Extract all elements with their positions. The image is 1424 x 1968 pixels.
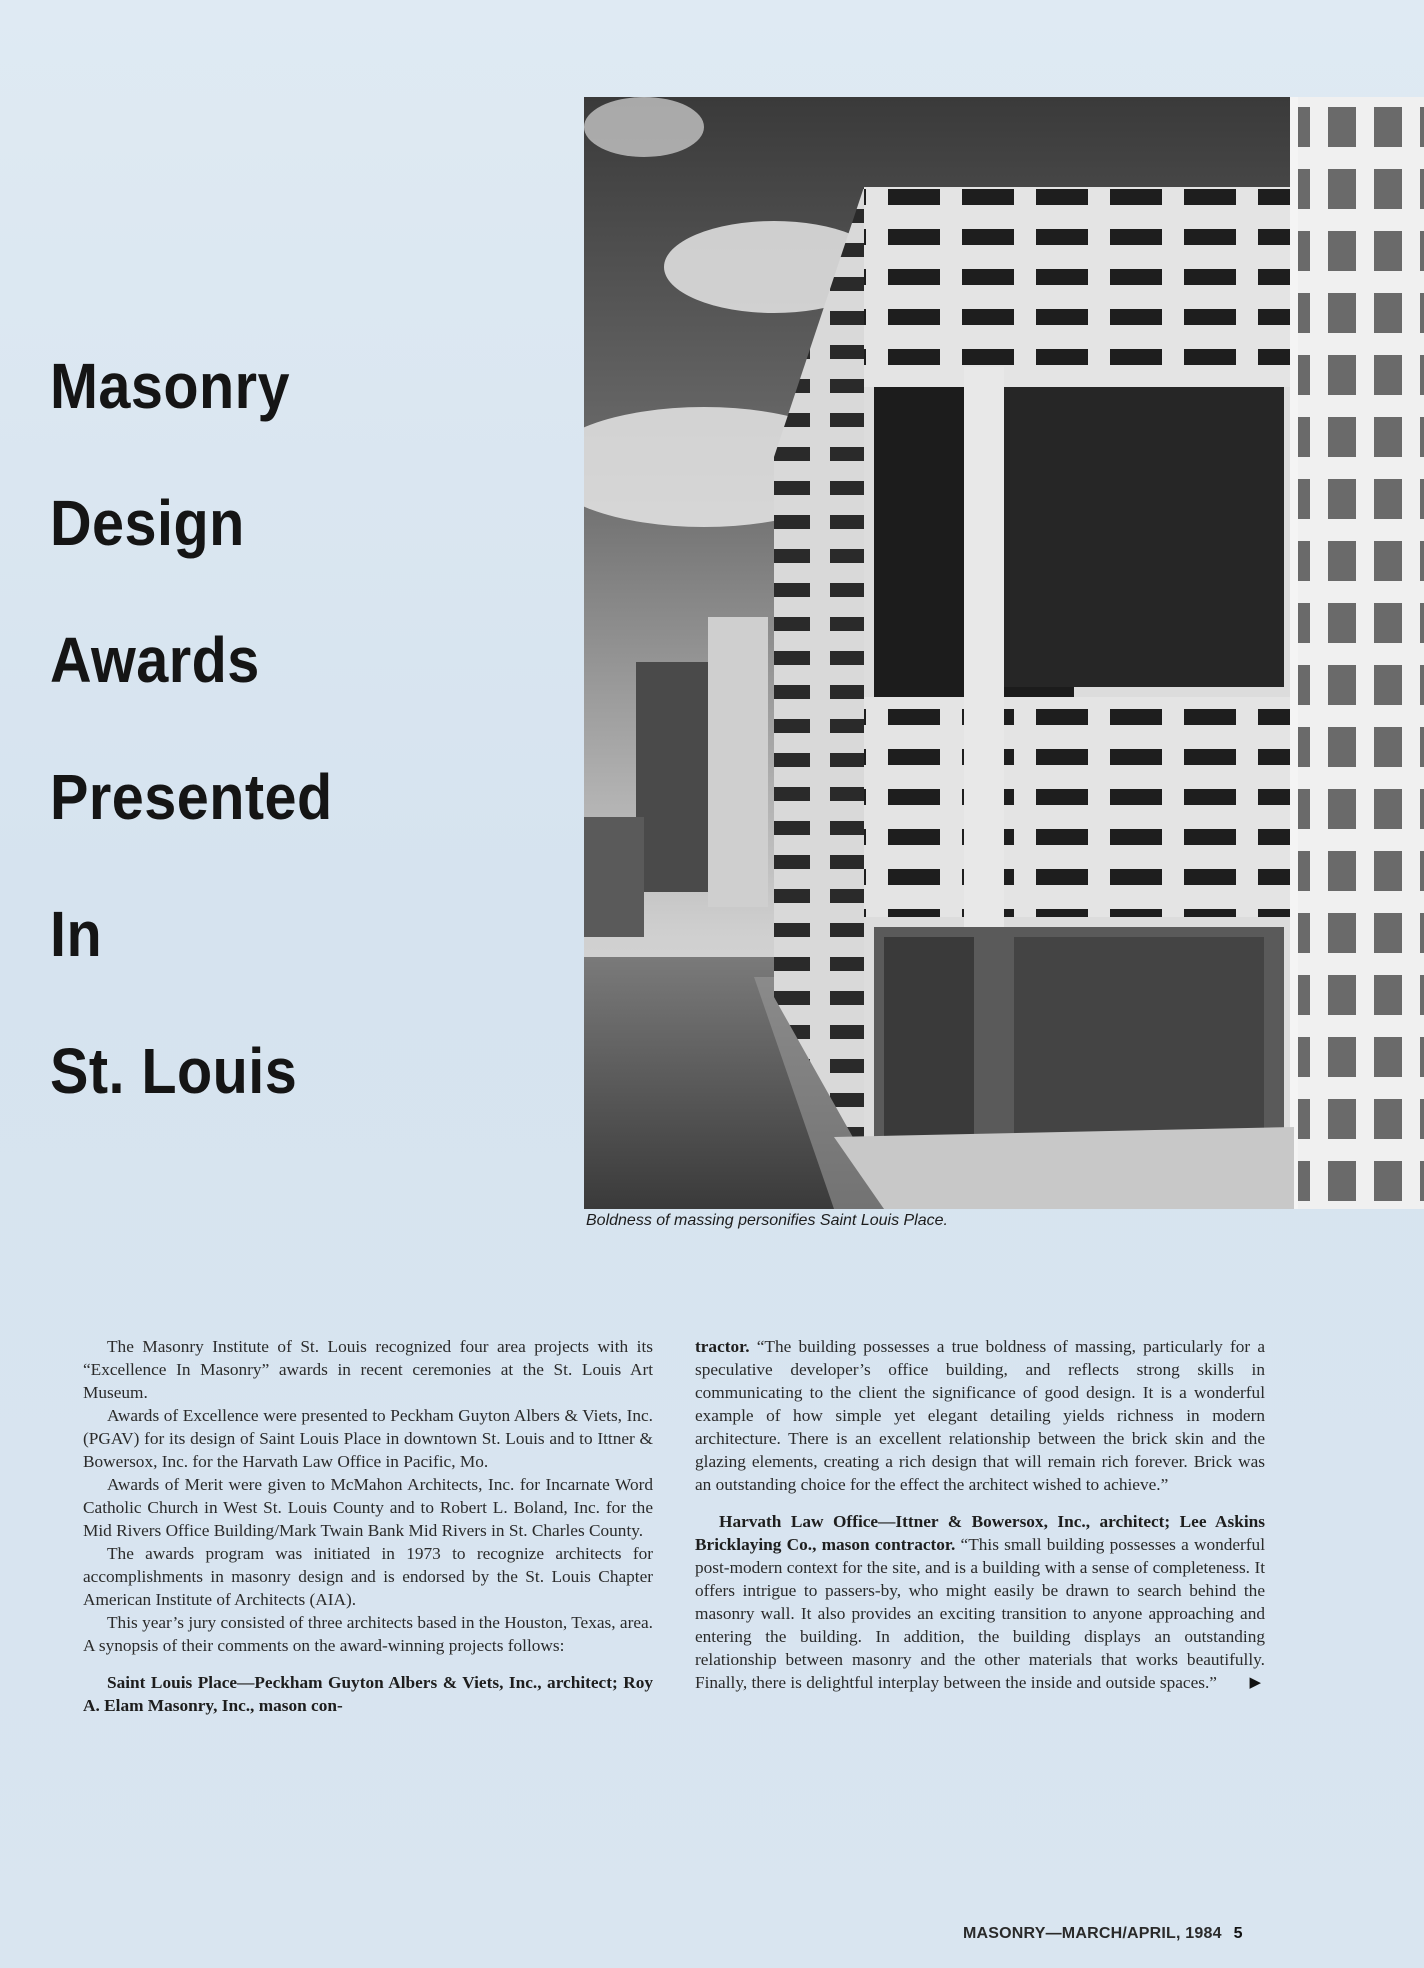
headline-line-4: Presented	[50, 761, 333, 833]
adjacent-tower	[1294, 97, 1424, 1209]
paragraph: Awards of Merit were given to McMahon Architects, Inc. for Incarnate Word Catholic Church in West St. Louis County and to Robert L. Boland, Inc. for the Mid Rivers Office Building/Mark Twain Bank Mid Rivers in St. Charles County.	[83, 1475, 653, 1540]
project-heading: Harvath Law Office—Ittner & Bowersox, Inc., architect; Lee Askins Bricklaying Co., mason contractor.	[695, 1512, 1265, 1554]
paragraph: This year’s jury consisted of three architects based in the Houston, Texas, area. A synopsis of their comments on the award-winning projects follows:	[83, 1613, 653, 1655]
headline	[50, 318, 410, 1140]
paragraph	[695, 1510, 1265, 1694]
continue-arrow-icon: ▶	[1249, 1673, 1261, 1691]
jury-quote: “The building possesses a true boldness of massing, particularly for a speculative developer’s office building, and reflects strong skills in communicating to the client the significance of good design. It is a wonderful example of how simple yet elegant detailing yields richness in modern architecture. There is an excellent relationship between the brick skin and the glazing elements, creating a rich design that will remain rich forever. Brick was an outstanding choice for the effect the architect wished to achieve.”	[695, 1337, 1265, 1494]
jury-quote: “This small building possesses a wonderful post-modern context for the site, and is a building with a sense of completeness. It offers intrigue to passers-by, who might easily be drawn to search behind the masonry wall. It also provides an exciting transition to anyone approaching and entering the building. In addition, the building displays an outstanding relationship between masonry and the other materials that works beautifully. Finally, there is delightful interplay between the inside and outside spaces.”	[695, 1535, 1266, 1692]
paragraph	[695, 1335, 1265, 1496]
paragraph: The Masonry Institute of St. Louis recognized four area projects with its “Excellence In Masonry” awards in recent ceremonies at the St. Louis Art Museum.	[83, 1337, 653, 1402]
headline-line-1: Masonry	[50, 350, 291, 422]
article-column-right	[695, 1335, 1265, 1694]
photo-caption: Boldness of massing personifies Saint Louis Place.	[586, 1212, 948, 1229]
project-heading: Saint Louis Place—Peckham Guyton Albers & Viets, Inc., architect; Roy A. Elam Masonry, Inc., mason con-	[83, 1673, 653, 1715]
publication-info: MASONRY—MARCH/APRIL, 1984	[963, 1925, 1222, 1942]
building-photo	[584, 97, 1424, 1209]
saint-louis-place-illustration	[584, 97, 1424, 1209]
paragraph: Awards of Excellence were presented to Peckham Guyton Albers & Viets, Inc. (PGAV) for its design of Saint Louis Place in downtown St. Louis and to Ittner & Bowersox, Inc. for the Harvath Law Office in Pacific, Mo.	[83, 1406, 653, 1471]
headline-line-6: St. Louis	[50, 1035, 298, 1107]
project-heading-continued: tractor.	[695, 1337, 750, 1356]
headline-line-2: Design	[50, 487, 245, 559]
article-column-left	[83, 1335, 653, 1717]
paragraph: The awards program was initiated in 1973 to recognize architects for accomplishments in masonry design and is endorsed by the St. Louis Chapter American Institute of Architects (AIA).	[83, 1544, 653, 1609]
headline-line-3: Awards	[50, 624, 260, 696]
page-footer	[963, 1925, 1243, 1943]
page-number: 5	[1233, 1925, 1243, 1942]
headline-line-5: In	[50, 898, 103, 970]
